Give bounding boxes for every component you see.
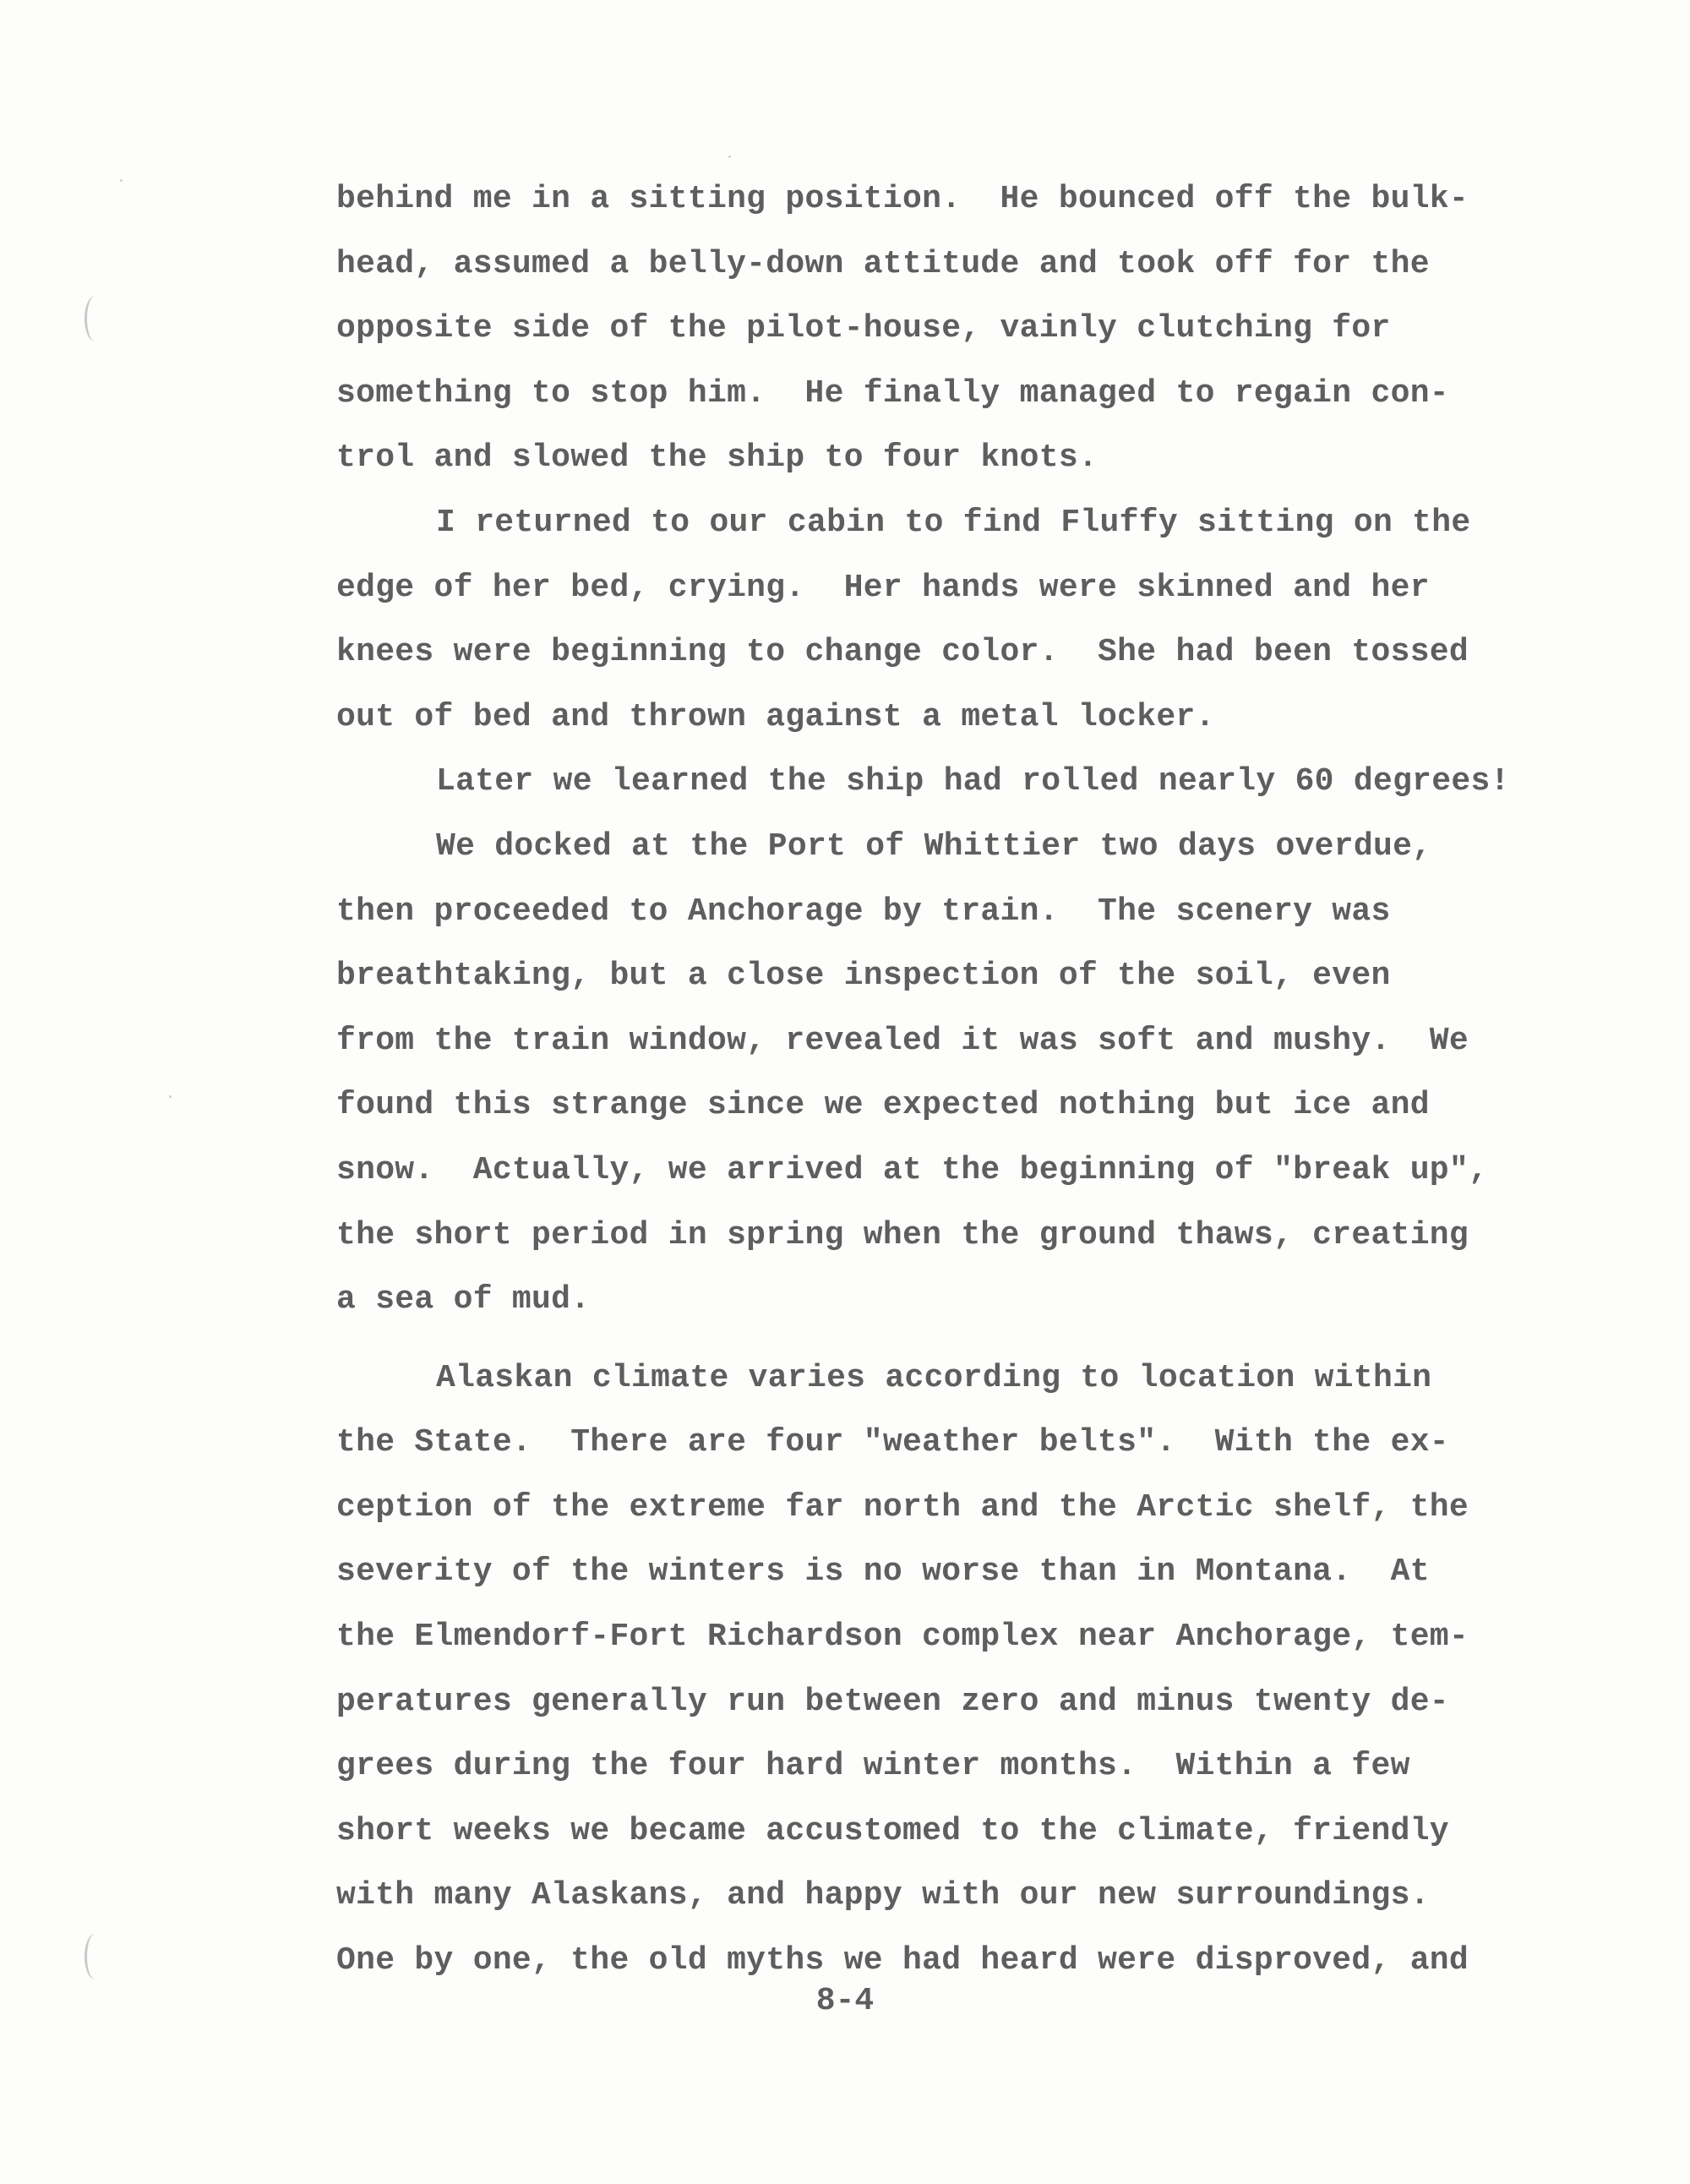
text-line: snow. Actually, we arrived at the beginning of "break up",	[336, 1151, 1489, 1188]
text-line: short weeks we became accustomed to the climate, friendly	[336, 1812, 1449, 1849]
typescript-body	[336, 174, 1536, 2001]
text-line: breathtaking, but a close inspection of the soil, even	[336, 958, 1391, 995]
text-line: then proceeded to Anchorage by train. The scenery was	[336, 893, 1391, 930]
paper-speck	[169, 1095, 172, 1098]
text-line: opposite side of the pilot-house, vainly clutching for	[336, 310, 1391, 347]
page-number: 8-4	[815, 1983, 875, 2019]
text-line: out of bed and thrown against a metal locker.	[336, 698, 1215, 735]
text-line: severity of the winters is no worse than in Montana. At	[336, 1553, 1430, 1591]
text-line: grees during the four hard winter months. Within a few	[336, 1748, 1410, 1785]
text-line: I returned to our cabin to find Fluffy sitting on the	[436, 504, 1471, 541]
text-line: One by one, the old myths we had heard were disproved, and	[336, 1942, 1469, 1979]
text-line: ception of the extreme far north and the Arctic shelf, the	[336, 1488, 1469, 1526]
paper-speck	[120, 179, 123, 182]
text-line: Later we learned the ship had rolled nearly 60 degrees!	[436, 763, 1510, 800]
margin-mark	[84, 296, 106, 341]
text-line: found this strange since we expected nothing but ice and	[336, 1087, 1430, 1124]
text-line: with many Alaskans, and happy with our new surroundings.	[336, 1877, 1430, 1914]
text-line: behind me in a sitting position. He bounced off the bulk-	[336, 181, 1469, 217]
text-line: the State. There are four "weather belts". With the ex-	[336, 1424, 1449, 1461]
text-line: a sea of mud.	[336, 1281, 591, 1319]
paragraph-gap	[336, 1340, 1536, 1353]
text-line: edge of her bed, crying. Her hands were skinned and her	[336, 569, 1430, 606]
text-line: trol and slowed the ship to four knots.	[336, 440, 1098, 477]
text-line: something to stop him. He finally managed to regain con-	[336, 374, 1449, 412]
paper-speck	[728, 156, 731, 158]
text-line: the short period in spring when the ground thaws, creating	[336, 1216, 1469, 1253]
text-line: peratures generally run between zero and minus twenty de-	[336, 1683, 1449, 1720]
text-line: the Elmendorf-Fort Richardson complex near Anchorage, tem-	[336, 1619, 1469, 1656]
margin-mark	[84, 1934, 106, 1979]
text-line: Alaskan climate varies according to location within	[436, 1359, 1432, 1396]
text-line: knees were beginning to change color. She had been tossed	[336, 634, 1469, 671]
text-line: head, assumed a belly-down attitude and took off for the	[336, 245, 1430, 282]
text-line: We docked at the Port of Whittier two days overdue,	[436, 827, 1432, 865]
text-line: from the train window, revealed it was soft and mushy. We	[336, 1022, 1469, 1059]
